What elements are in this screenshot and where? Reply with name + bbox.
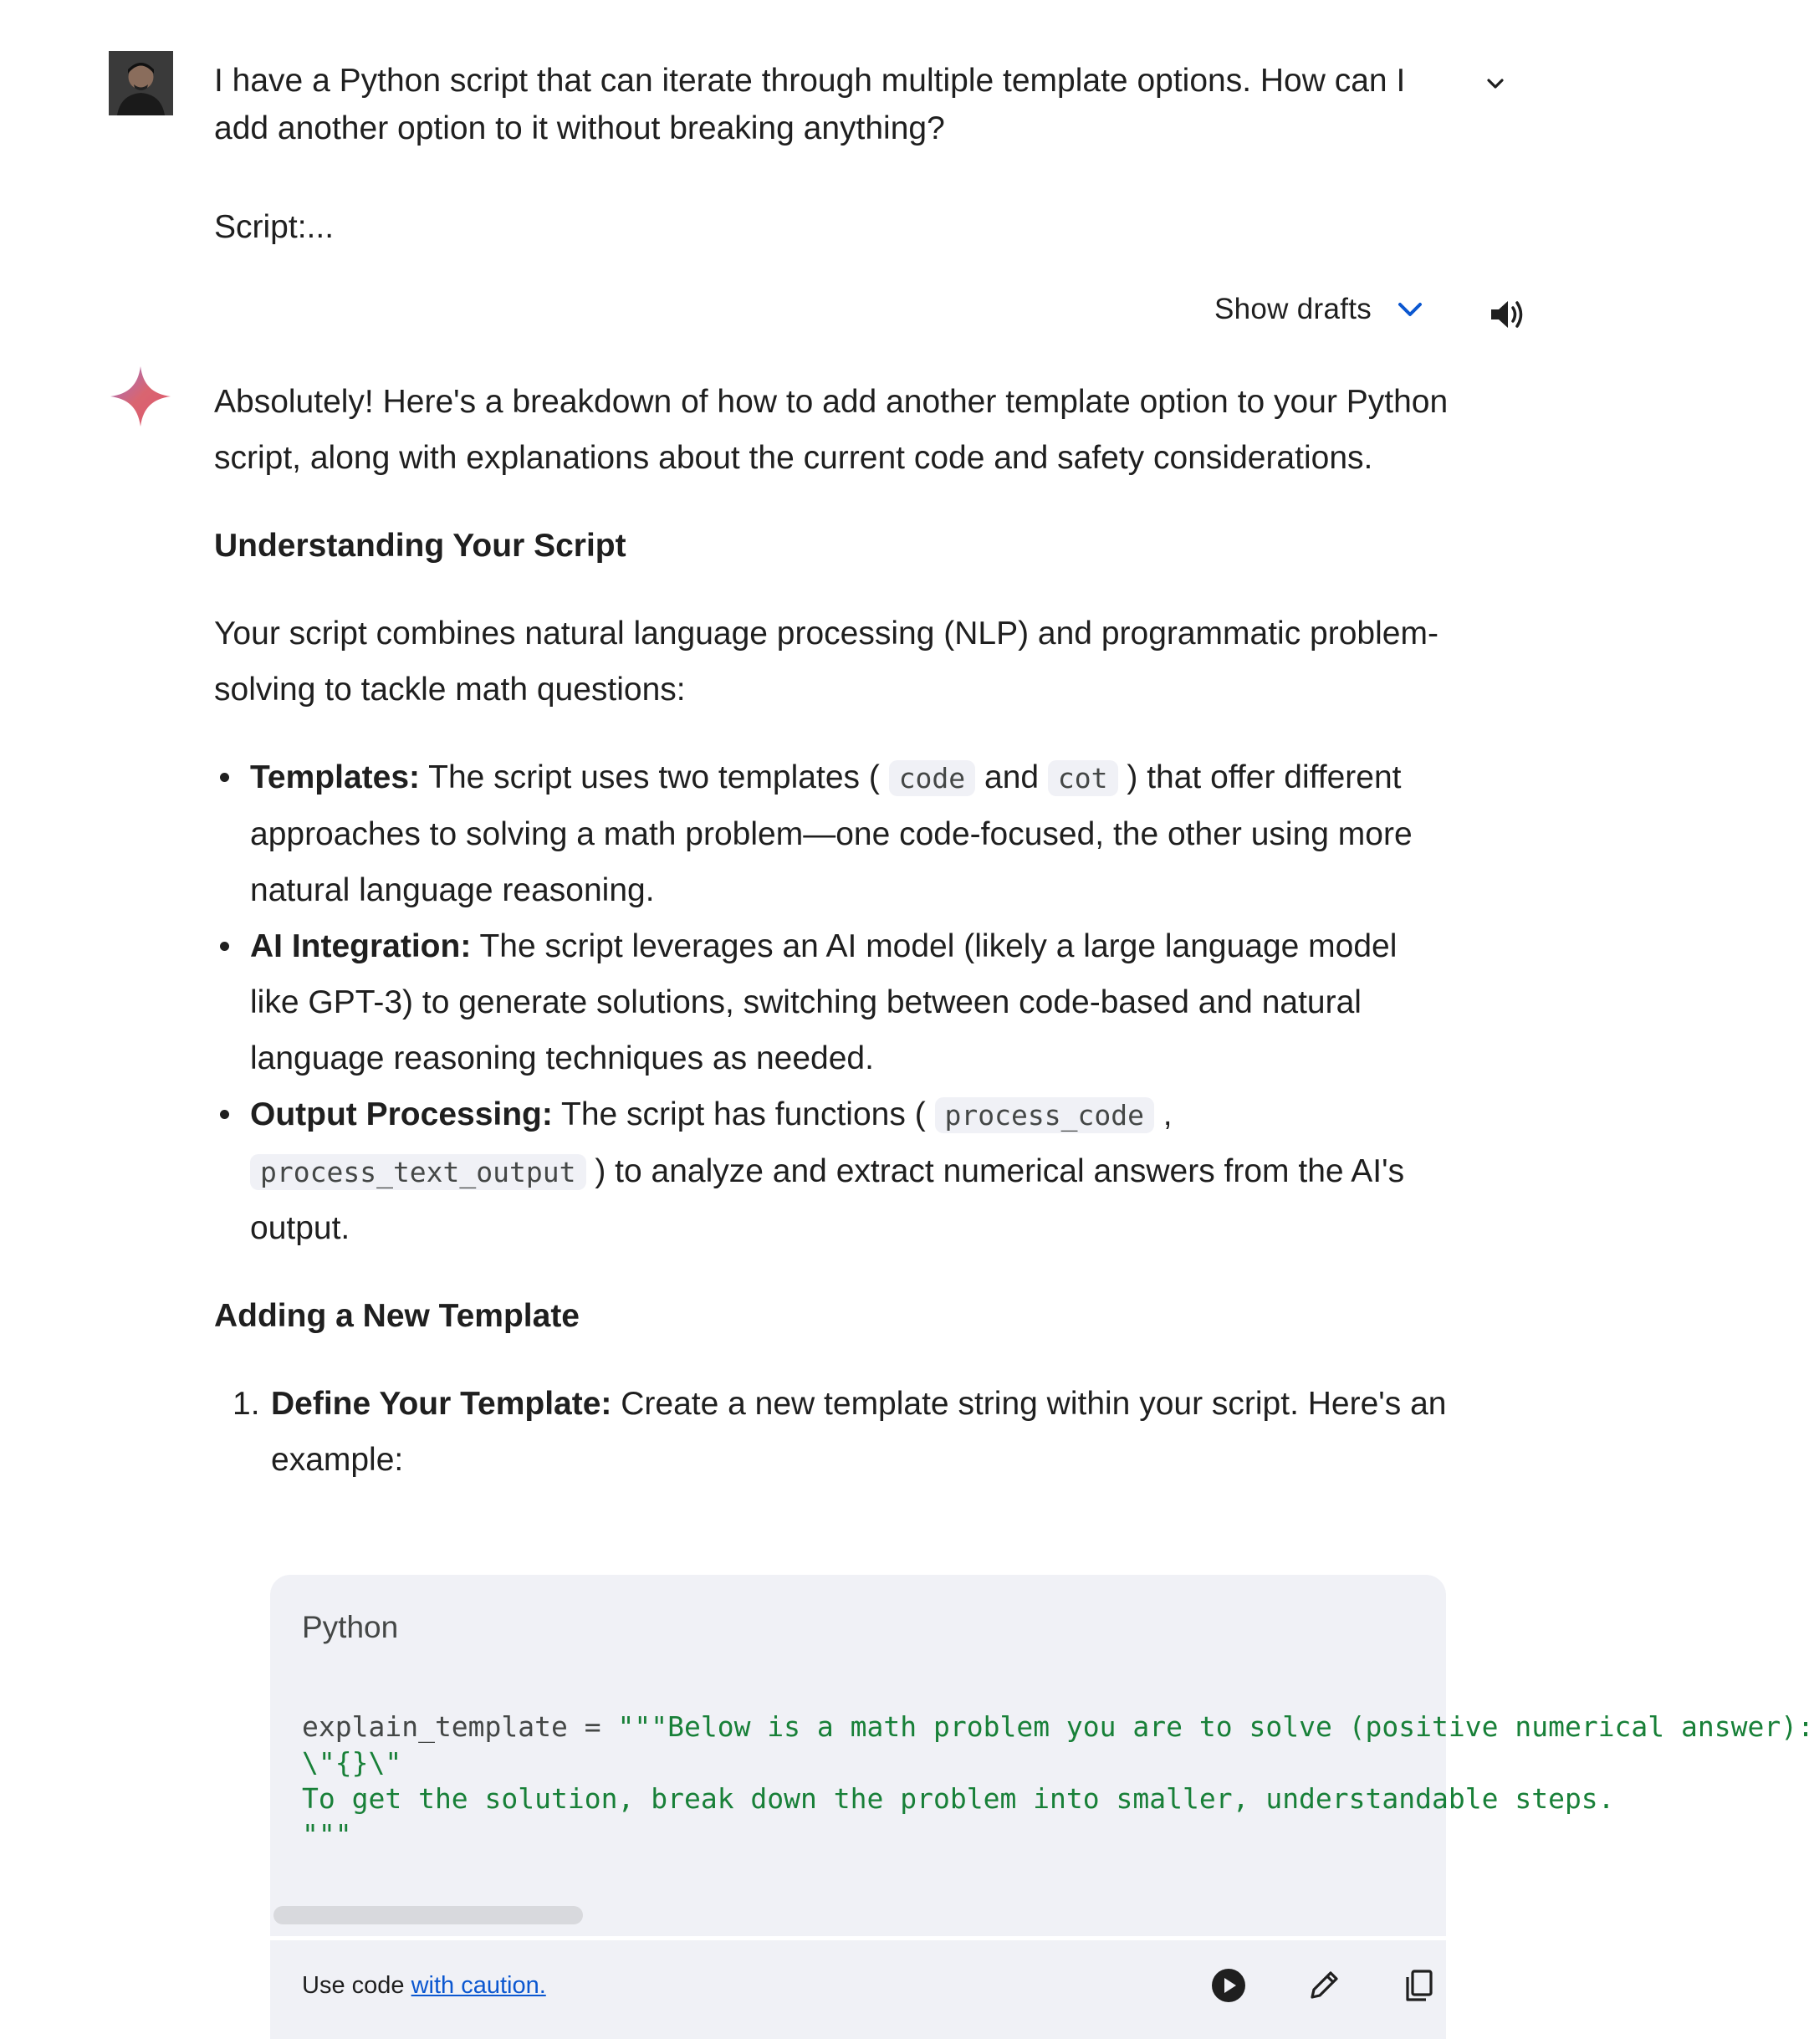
list-item-step-1 <box>232 1376 1452 1488</box>
inline-code-process-code: process_code <box>935 1097 1154 1133</box>
response-combines-text: Your script combines natural language processing (NLP) and programmatic problem-solving to tackle math questions: <box>214 616 1438 708</box>
expand-prompt-button[interactable] <box>1479 67 1512 100</box>
code-language-label: Python <box>302 1610 399 1644</box>
list-item-ai-integration <box>250 918 1452 1086</box>
bullet-text: The script has functions <box>552 1096 915 1132</box>
paren: ) <box>595 1153 606 1189</box>
step-number: 1. <box>232 1386 260 1422</box>
gemini-spark-shape <box>107 363 174 430</box>
code-line-3-string: To get the solution, break down the problem into smaller, understandable steps. <box>302 1782 1615 1815</box>
use-with-caution <box>302 1972 546 2000</box>
inline-code-code: code <box>889 760 975 796</box>
step-text: Create a new template string within your script. Here's an example: <box>271 1386 1447 1478</box>
show-drafts-label: Show drafts <box>1214 293 1372 325</box>
user-prompt-text: I have a Python script that can iterate through multiple template options. How can I add another option to it without breaking anything? <box>214 63 1406 146</box>
inline-code-process-text-output: process_text_output <box>250 1154 586 1190</box>
step-label: Define Your Template: <box>271 1386 612 1422</box>
gemini-spark-icon <box>107 363 174 430</box>
code-horizontal-scrollbar[interactable] <box>273 1906 583 1924</box>
code-line-1-plain: explain_template = <box>302 1710 618 1743</box>
steps-list <box>214 1376 1452 1488</box>
code-content[interactable] <box>302 1709 1814 1852</box>
run-code-button[interactable] <box>1205 1962 1252 2009</box>
user-avatar-image <box>109 51 173 115</box>
heading-adding-template: Adding a New Template <box>214 1298 580 1334</box>
bullet-text: The script leverages an AI model (likely a large language model like GPT-3) to generate solutions, switching between code-based and natural language reasoning techniques as needed. <box>250 928 1398 1076</box>
user-prompt-script-label: Script:... <box>214 209 335 245</box>
response-intro: Absolutely! Here's a breakdown of how to add another template option to your Python script, along with explanations about the current code and safety considerations. <box>214 384 1449 476</box>
list-item-templates <box>250 749 1452 918</box>
edit-code-button[interactable] <box>1300 1962 1347 2009</box>
chevron-down-icon <box>1393 293 1427 326</box>
chevron-down-icon <box>1483 71 1508 96</box>
copy-icon <box>1400 1966 1438 2005</box>
caution-link[interactable]: with caution. <box>411 1972 546 1999</box>
bullet-label: AI Integration: <box>250 928 472 964</box>
paren: ( <box>914 1096 926 1132</box>
bullet-text: that offer different approaches to solving a math problem—one code-focused, the other using more natural language reasoning. <box>250 759 1413 908</box>
paren: ) <box>1127 759 1138 795</box>
code-line-2-string: \"{}\" <box>302 1746 402 1779</box>
bullet-label: Templates: <box>250 759 420 795</box>
user-avatar <box>109 51 173 115</box>
code-line-1-string: """Below is a math problem you are to solve (positive numerical answer): <box>617 1710 1814 1743</box>
list-item-output-processing <box>250 1086 1452 1256</box>
code-block <box>270 1575 1814 2035</box>
speaker-icon <box>1487 294 1527 335</box>
features-list <box>214 749 1452 1256</box>
heading-understanding: Understanding Your Script <box>214 528 626 564</box>
pencil-icon <box>1305 1966 1343 2005</box>
show-drafts-button[interactable] <box>1214 293 1427 326</box>
comma: , <box>1162 1096 1173 1132</box>
play-icon <box>1209 1966 1248 2005</box>
drafts-chevron <box>1393 293 1427 326</box>
bullet-label: Output Processing: <box>250 1096 553 1132</box>
code-line-4-string: """ <box>302 1818 352 1851</box>
bullet-text: to analyze and extract numerical answers from the AI's output. <box>250 1153 1405 1246</box>
inline-code-cot: cot <box>1048 760 1118 796</box>
copy-code-button[interactable] <box>1396 1962 1443 2009</box>
bullet-text: and <box>975 759 1048 795</box>
response-body <box>214 374 1452 1488</box>
listen-button[interactable] <box>1485 293 1529 336</box>
code-footer <box>270 1936 1446 2039</box>
caution-prefix: Use code <box>302 1972 411 1999</box>
paren: ( <box>868 759 880 795</box>
bullet-text: The script uses two templates <box>420 759 869 795</box>
